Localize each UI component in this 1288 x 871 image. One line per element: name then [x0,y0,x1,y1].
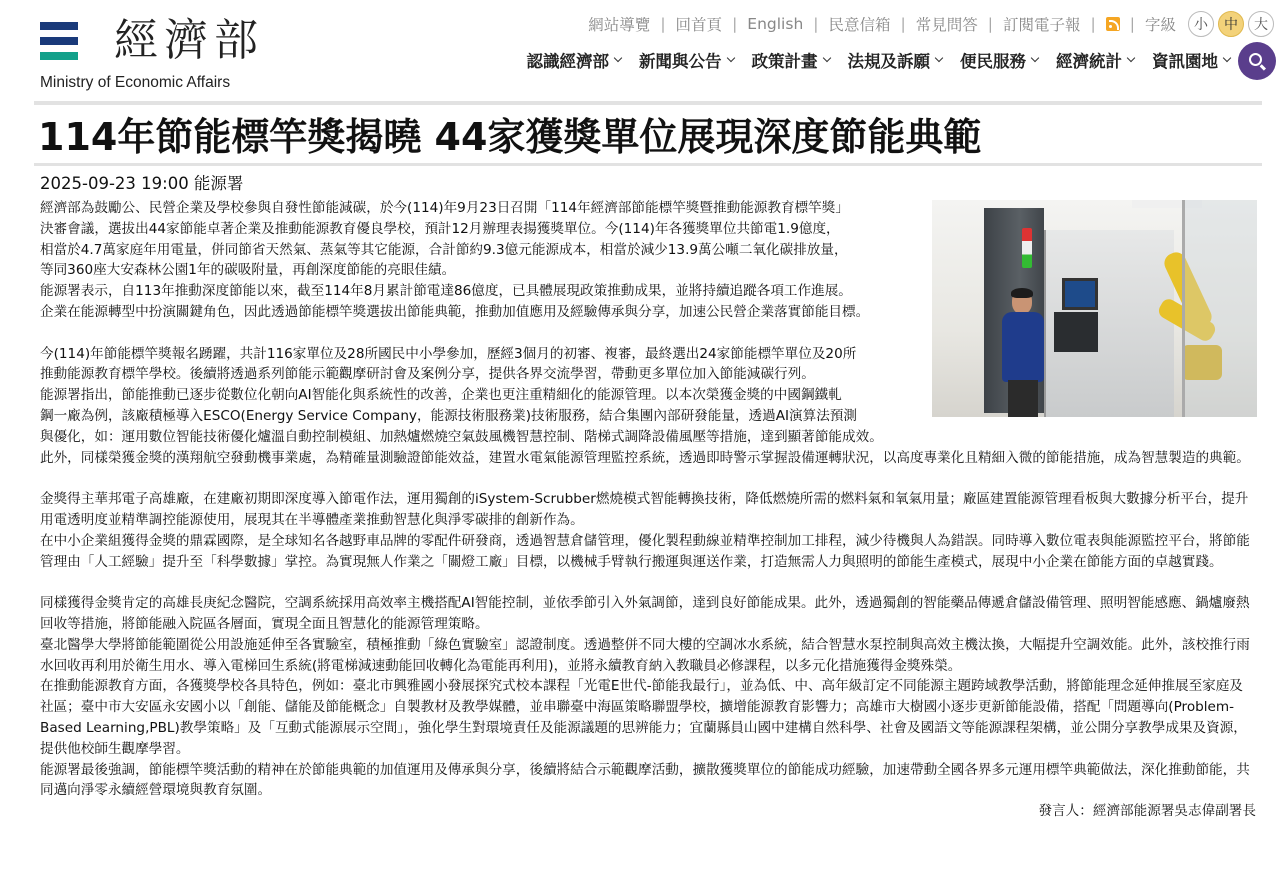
font-size-medium-button[interactable]: 中 [1218,11,1244,37]
chevron-down-icon [1031,54,1039,62]
chevron-down-icon [1127,54,1135,62]
link-english[interactable]: English [747,15,804,33]
chevron-down-icon [935,54,943,62]
nav-news[interactable]: 新聞與公告 [639,48,734,72]
paragraph: 能源署指出，節能推動已逐步從數位化朝向AI智能化與系統性的改善，企業也更注重精細化的能源管理。以本次榮獲金獎的中國鋼鐵軋 [40,387,842,404]
link-mailbox[interactable]: 民意信箱 [828,16,891,34]
link-home[interactable]: 回首頁 [675,16,723,34]
article-body [40,198,1256,822]
paragraph: 與優化，如：運用數位智能技術優化爐溫自動控制模組、加熱爐燃燒空氣鼓風機智慧控制、階梯式調降設備風壓等措施，達到顯著節能成效。 [40,428,883,445]
paragraph: 能源署表示，自113年推動深度節能以來，截至114年8月累計節電達86億度，已具體展現政策推動成果，並將持續追蹤各項工作進展。 [40,283,852,300]
link-sitemap[interactable]: 網站導覽 [588,16,651,34]
chevron-down-icon [822,54,830,62]
paragraph: 此外，同樣榮獲金獎的漢翔航空發動機事業處，為精確量測驗證節能效益，建置水電氣能源管理監控系統，透過即時警示掌握設備運轉狀況，以高度專業化且精細入微的節能措施，成為智慧製造的典範。 [40,449,1250,466]
paragraph: 能源署最後強調，節能標竿獎活動的精神在於節能典範的加值運用及傳承與分享，後續將結合示範觀摩活動，擴散獲獎單位的節能成功經驗，加速帶動全國各界多元運用標竿典範做法，深化推動節能，共同邁向淨零永續經營環境與教育氛圍。 [40,761,1250,799]
logo-english-name: Ministry of Economic Affairs [40,74,231,91]
chevron-down-icon [726,54,734,62]
spokesperson: 發言人：經濟部能源署吳志偉副署長 [1038,803,1256,820]
page-title: 114年節能標竿獎揭曉 44家獲獎單位展現深度節能典範 [38,115,982,159]
chevron-down-icon [1223,54,1231,62]
paragraph: 金獎得主華邦電子高雄廠，在建廠初期即深度導入節電作法，運用獨創的iSystem-Scrubber燃燒模式智能轉換技術，降低燃燒所需的燃料氣和氧氣用量；廠區建置能源管理看板與大數據分析平台，提升用電透明度並精準調控能源使用，展現其在半導體產業推動智慧化與淨零碳排的創新作為。 [40,491,1249,528]
nav-about[interactable]: 認識經濟部 [527,48,622,72]
title-divider [34,163,1262,166]
nav-info[interactable]: 資訊園地 [1152,48,1230,72]
search-button[interactable] [1238,42,1276,80]
paragraph: 在中小企業組獲得金獎的鼎霖國際，是全球知名各越野車品牌的零配件研發商，透過智慧倉儲管理，優化製程動線並精準控制加工排程，減少待機與人為錯誤。同時導入數位電表與能源監控平台，將節能管理由「人工經驗」提升至「科學數據」掌控。為實現無人作業之「關燈工廠」目標，以機械手臂執行搬運與運送作業，打造無需人力與照明的節能生產模式，展現中小企業在節能方面的卓越實踐。 [40,532,1250,570]
header-divider [34,101,1262,105]
font-size-label: 字級 [1144,16,1176,34]
nav-regulations[interactable]: 法規及訴願 [848,48,943,72]
rss-icon[interactable] [1106,17,1120,31]
paragraph: 在推動能源教育方面，各獲獎學校各具特色，例如：臺北市興雅國小發展探究式校本課程「光電E世代-節能我最行」，並為低、中、高年級訂定不同能源主題跨域教學活動，將節能理念延伸推展至家庭及社區；臺中市大安區永安國小以「創能、儲能及節能概念」自製教材及教學媒體，並串聯臺中海區策略聯盟學校，擴增能源教育影響力；高雄市大樹國小逐步更新節能設備，搭配「問題導向(Problem-Based Learning,PBL)教學策略」及「互動式能源展示空間」，強化學生對環境責任及能源議題的思辨能力；宜蘭縣員山國中建構自然科學、社會及國語文等能源課程架構，並公開分享教學成果及資源，提供他校師生觀摩學習。 [40,678,1247,757]
paragraph: 企業在能源轉型中扮演關鍵角色，因此透過節能標竿獎選拔出節能典範，推動加值應用及經驗傳承與分享，加速公民營企業落實節能目標。 [40,303,870,320]
paragraph: 今(114)年節能標竿獎報名踴躍，共計116家單位及28所國民中小學參加，歷經3個月的初審、複審，最終選出24家節能標竿單位及20所 [40,345,857,362]
article-meta: 2025-09-23 19:00 能源署 [40,174,244,193]
paragraph: 同樣獲得金獎肯定的高雄長庚紀念醫院，空調系統採用高效率主機搭配AI智能控制，並依季節引入外氣調節，達到良好節能成果。此外，透過獨創的智能藥品傳遞倉儲設備管理、照明智能感應、鍋爐廢熱回收等措施，將節能融入院區各層面，實現全面且智慧化的能源管理策略。 [40,595,1250,632]
paragraph: 經濟部為鼓勵公、民營企業及學校參與自發性節能減碳，於今(114)年9月23日召開「114年經濟部節能標竿獎暨推動能源教育標竿獎」 [40,200,849,216]
font-size-small-button[interactable]: 小 [1188,11,1214,37]
paragraph: 決審會議，選拔出44家節能卓著企業及推動能源教育優良學校，預計12月辦理表揚獲獎單位。今(114)年各獲獎單位共節電1.9億度， [40,220,840,237]
main-nav [509,46,1231,74]
chevron-down-icon [614,54,622,62]
nav-statistics[interactable]: 經濟統計 [1056,48,1134,72]
paragraph: 等同360座大安森林公園1年的碳吸附量，再創深度節能的亮眼佳績。 [40,262,456,279]
site-logo[interactable] [38,14,268,96]
link-newsletter[interactable]: 訂閱電子報 [1003,16,1081,34]
paragraph: 相當於4.7萬家庭年用電量，併同節省天然氣、蒸氣等其它能源，合計節約9.3億元能源成本，相當於減少13.9萬公噸二氧化碳排放量， [40,241,848,258]
logo-mark-icon [40,22,78,60]
font-size-large-button[interactable]: 大 [1248,11,1274,37]
logo-chinese-name: 經濟部 [114,15,264,66]
paragraph: 推動能源教育標竿學校。後續將透過系列節能示範觀摩研討會及案例分享，提供各界交流學習，帶動更多單位加入節能減碳行列。 [40,366,815,383]
nav-policy[interactable]: 政策計畫 [752,48,830,72]
paragraph: 臺北醫學大學將節能範圍從公用設施延伸至各實驗室，積極推動「綠色實驗室」認證制度。透過整併不同大樓的空調冰水系統，結合智慧水泵控制與高效主機汰換，大幅提升空調效能。此外，該校推行雨水回收再利用於衛生用水、導入電梯回生系統(將電梯減速動能回收轉化為電能再利用)，並將永續教育納入教職員必修課程，以多元化措施獲得金獎殊榮。 [40,636,1250,674]
site-header [0,0,1288,104]
nav-services[interactable]: 便民服務 [960,48,1038,72]
paragraph: 鋼一廠為例，該廠積極導入ESCO(Energy Service Company，能源技術服務業)技術服務，結合集團內部研發能量，透過AI演算法預測 [40,407,857,424]
utility-links: 網站導覽 | 回首頁 | English | 民意信箱 | 常見問答 | 訂閱電子報 | | 字級 小 中 大 [588,8,1274,40]
search-icon [1249,53,1262,66]
link-faq[interactable]: 常見問答 [915,16,978,34]
